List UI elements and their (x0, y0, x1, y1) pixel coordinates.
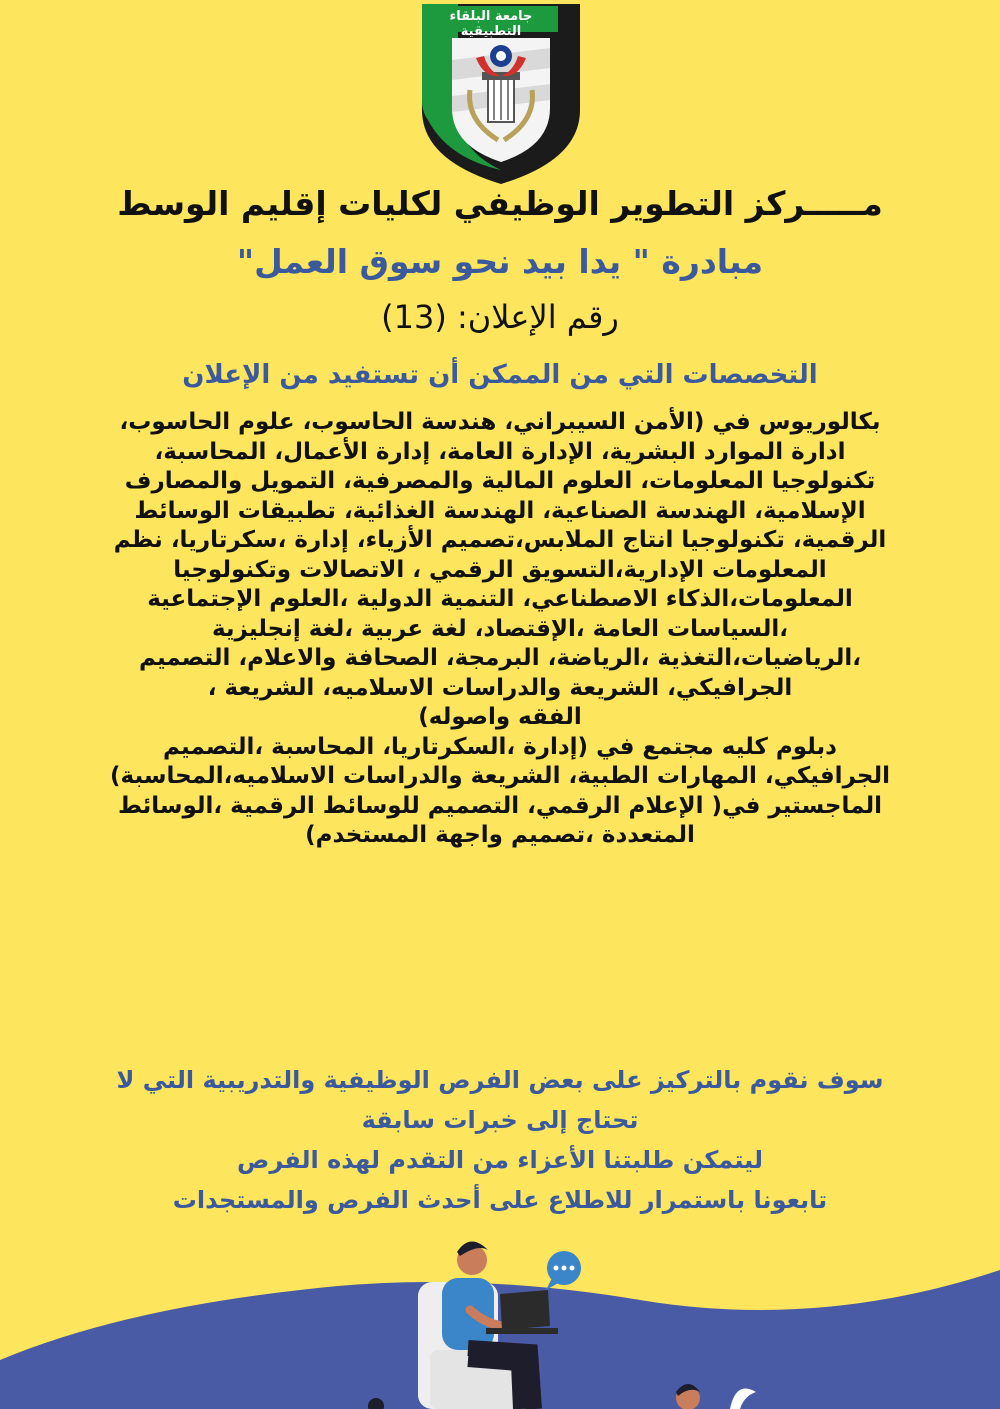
majors-list (6, 408, 994, 851)
page-title: مـــــركز التطوير الوظيفي لكليات إقليم الوسط (117, 184, 883, 223)
closing-line: ليتمكن طلبتنا الأعزاء من التقدم لهذه الفرص (237, 1146, 763, 1174)
majors-line: ،السياسات العامة ،الإقتصاد، لغة عربية ،لغة إنجليزية (211, 615, 789, 642)
university-name: جامعة البلقاء التطبيقية (449, 9, 533, 39)
majors-line: المتعددة ،تصميم واجهة المستخدم) (305, 822, 695, 848)
closing-message (20, 1060, 980, 1220)
ad-number: رقم الإعلان: (13) (381, 298, 619, 336)
closing-line: تابعونا باستمرار للاطلاع على أحدث الفرص والمستجدات (172, 1186, 828, 1214)
majors-line: المعلومات الإدارية،التسويق الرقمي ، الاتصالات وتكنولوجيا (173, 556, 827, 583)
initiative-subtitle: مبادرة " يدا بيد نحو سوق العمل" (236, 242, 764, 281)
majors-line: بكالوريوس في (الأمن السيبراني، هندسة الحاسوب، علوم الحاسوب، (119, 409, 881, 435)
majors-line: الإسلامية، الهندسة الصناعية، الهندسة الغذائية، تطبيقات الوسائط (134, 497, 866, 524)
closing-line: تحتاج إلى خبرات سابقة (361, 1106, 639, 1134)
section-heading: التخصصات التي من الممكن أن تستفيد من الإعلان (182, 360, 818, 390)
university-logo (418, 0, 584, 186)
majors-line: دبلوم كليه مجتمع في (إدارة ،السكرتاريا، المحاسبة ،التصميم (163, 733, 837, 760)
person-laptop-icon (0, 1230, 1000, 1409)
majors-line: الجرافيكي، المهارات الطبية، الشريعة والدراسات الاسلاميه،المحاسبة) (110, 763, 890, 789)
majors-line: الرقمية، تكنولوجيا انتاج الملابس،تصميم الأزياء، إدارة ،سكرتاريا، نظم (113, 527, 887, 553)
closing-line: سوف نقوم بالتركيز على بعض الفرص الوظيفية والتدريبية التي لا (116, 1066, 884, 1094)
majors-line: الفقه واصوله) (418, 704, 582, 730)
majors-line: المعلومات،الذكاء الاصطناعي، التنمية الدولية ،العلوم الإجتماعية (147, 586, 853, 612)
majors-line: الجرافيكي، الشريعة والدراسات الاسلاميه، الشريعة ، (207, 674, 793, 701)
majors-line: ،الرياضيات،التغذية ،الرياضة، البرمجة، الصحافة والاعلام، التصميم (138, 645, 862, 671)
bottom-illustration (0, 1230, 1000, 1409)
majors-line: ادارة الموارد البشرية، الإدارة العامة، إدارة الأعمال، المحاسبة، (154, 438, 846, 465)
majors-line: الماجستير في( الإعلام الرقمي، التصميم للوسائط الرقمية ،الوسائط (117, 792, 883, 819)
majors-line: تكنولوجيا المعلومات، العلوم المالية والمصرفية، التمويل والمصارف (124, 468, 876, 494)
